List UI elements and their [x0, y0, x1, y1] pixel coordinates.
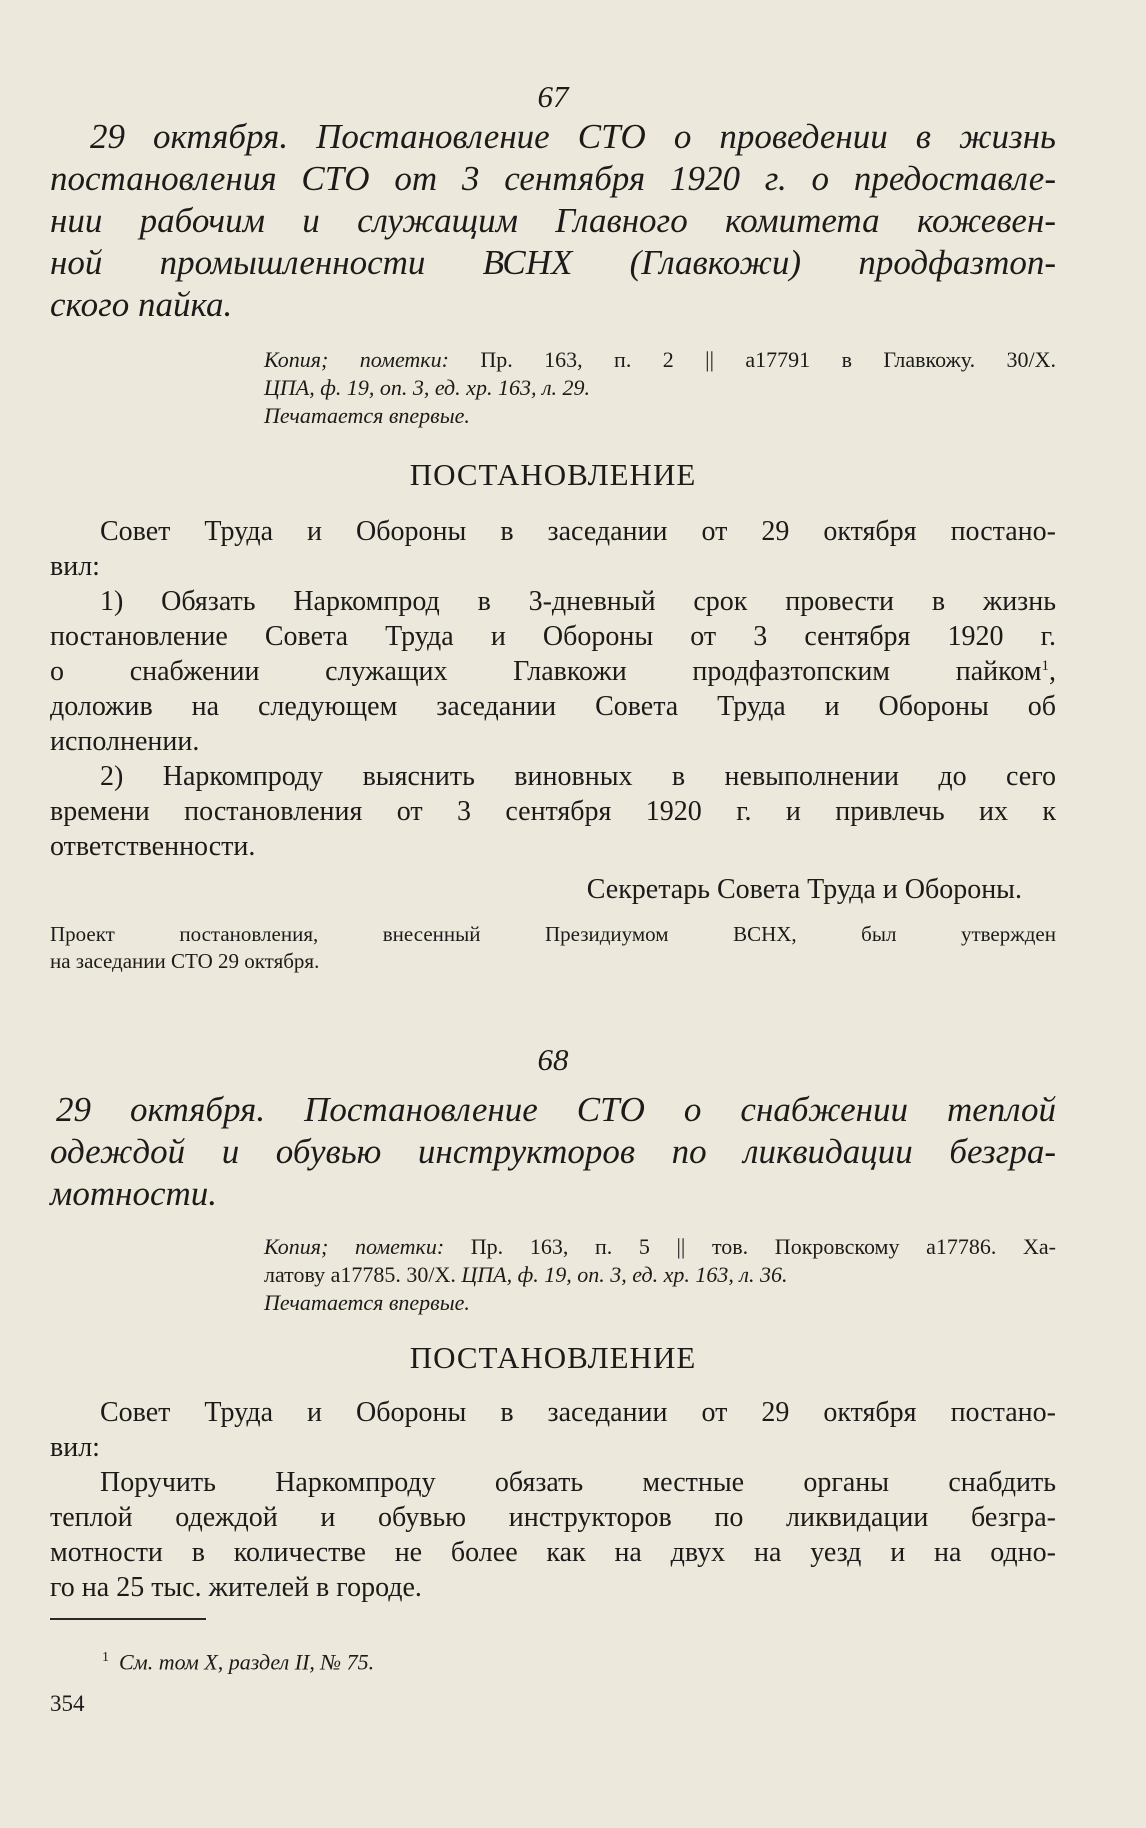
note-line: Проект постановления, внесенный Президиумом ВСНХ, был утвержден [50, 922, 1056, 946]
body-line: Совет Труда и Обороны в заседании от 29 октября постано- [100, 1397, 1056, 1428]
heading-line: нии рабочим и служащим Главного комитета кожевен- [50, 201, 1056, 240]
footnote-marker: 1 [102, 1650, 109, 1665]
meta-source: ЦПА, ф. 19, оп. 3, ед. хр. 163, л. 36. [461, 1262, 788, 1287]
archival-copy-line-2 [264, 1261, 1056, 1289]
body-line: постановление Совета Труда и Обороны от 3 сентября 1920 г. [50, 621, 1056, 652]
body-line: 1) Обязать Наркомпрод в 3-дневный срок провести в жизнь [100, 586, 1056, 617]
footnote-rule [50, 1618, 206, 1620]
body-line-text: о снабжении служащих Главкожи продфазтопским пайком [50, 656, 1042, 687]
meta-text: Пр. 163, п. 5 || тов. Покровскому а17786. Ха- [470, 1234, 1056, 1259]
body-line: исполнении. [50, 726, 200, 757]
meta-print: Печатается впервые. [264, 1290, 470, 1315]
heading-line: 29 октября. Постановление СТО о снабжении теплой [56, 1090, 1056, 1129]
document-heading [50, 116, 1056, 326]
archival-notes [50, 1233, 1056, 1317]
body-punctuation: , [1049, 656, 1056, 687]
heading-line: одеждой и обувью инструкторов по ликвидации безгра- [50, 1132, 1056, 1171]
resolution-title: ПОСТАНОВЛЕНИЕ [409, 457, 697, 492]
resolution-body [50, 1395, 1056, 1605]
body-line: го на 25 тыс. жителей в городе. [50, 1572, 422, 1603]
signature: Секретарь Совета Труда и Обороны. [586, 874, 1022, 905]
body-line: Совет Труда и Обороны в заседании от 29 октября постано- [100, 516, 1056, 547]
footnote [50, 1644, 1108, 1676]
body-line: доложив на следующем заседании Совета Труда и Обороны об [50, 691, 1056, 722]
document-heading [50, 1089, 1056, 1215]
archival-copy-line [264, 346, 1056, 374]
body-line: мотности в количестве не более как на двух на уезд и на одно- [50, 1537, 1056, 1568]
resolution-title: ПОСТАНОВЛЕНИЕ [409, 1340, 697, 1375]
meta-label: Копия; пометки: [264, 347, 449, 372]
body-line: вил: [50, 1432, 100, 1463]
heading-line: ского пайка. [50, 285, 233, 324]
document-number: 67 [537, 79, 569, 114]
body-line: 2) Наркомпроду выяснить виновных в невыполнении до сего [100, 761, 1056, 792]
heading-line: 29 октября. Постановление СТО о проведении в жизнь [90, 117, 1056, 156]
body-line: Поручить Наркомпроду обязать местные органы снабдить [100, 1467, 1056, 1498]
document-67 [50, 78, 1056, 975]
document-68 [50, 1041, 1056, 1605]
body-line: вил: [50, 551, 100, 582]
document-number: 68 [537, 1042, 569, 1077]
note-line: на заседании СТО 29 октября. [50, 949, 320, 973]
heading-line: постановления СТО от 3 сентября 1920 г. о предоставле- [50, 159, 1056, 198]
meta-label: Копия; пометки: [264, 1234, 445, 1259]
body-line: теплой одеждой и обувью инструкторов по ликвидации безгра- [50, 1502, 1056, 1533]
footnote-text: См. том X, раздел II, № 75. [119, 1649, 375, 1675]
archival-copy-line [264, 1233, 1056, 1261]
meta-text: Пр. 163, п. 2 || а17791 в Главкожу. 30/Х. [480, 347, 1056, 372]
page-number: 354 [50, 1691, 85, 1716]
meta-source: ЦПА, ф. 19, оп. 3, ед. хр. 163, л. 29. [264, 375, 591, 400]
resolution-body [50, 514, 1056, 864]
meta-print: Печатается впервые. [264, 403, 470, 428]
body-line-with-footnote [50, 654, 1056, 689]
archival-notes [50, 346, 1056, 430]
editorial-note [50, 921, 1056, 975]
footnote-marker: 1 [1041, 658, 1049, 674]
meta-text: латову а17785. 30/Х. [264, 1262, 456, 1287]
heading-line: мотности. [50, 1174, 218, 1213]
body-line: времени постановления от 3 сентября 1920 г. и привлечь их к [50, 796, 1056, 827]
heading-line: ной промышленности ВСНХ (Главкожи) продфазтоп- [50, 243, 1056, 282]
body-line: ответственности. [50, 831, 256, 862]
